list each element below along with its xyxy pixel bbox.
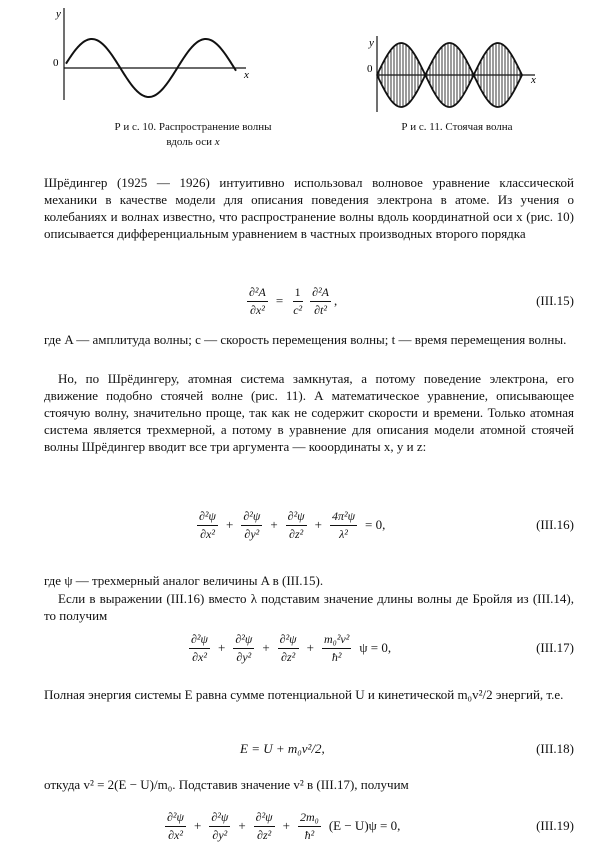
eq16-number: (III.16)	[536, 517, 574, 532]
paragraph-5	[44, 590, 574, 624]
eq17-term3-den: ∂z²	[281, 649, 296, 664]
eq19-term4-den: ħ²	[304, 827, 315, 842]
paragraph-4	[44, 572, 574, 589]
eq17-term1-den: ∂x²	[192, 649, 207, 664]
eq15-lhs-num: ∂²A	[247, 285, 268, 302]
eq15-tail: ,	[334, 293, 338, 308]
paragraph-4-text: где ψ — трехмерный аналог величины A в (III.15).	[44, 573, 324, 588]
eq17-plus-2: +	[262, 640, 270, 655]
eq15-rhs-num: ∂²A	[310, 285, 331, 302]
eq15-coef-den: c²	[293, 302, 303, 317]
eq15-equals: =	[275, 293, 284, 308]
paragraph-2-text: где A — амплитуда волны; c — скорость перемещения волны; t — время перемещения волны.	[44, 332, 567, 347]
eq16-tail: = 0,	[365, 517, 386, 532]
eq19-plus-2: +	[238, 818, 246, 833]
eq15-coef-num: 1	[293, 285, 303, 302]
figure-11	[367, 36, 536, 112]
eq16-term4-num: 4π²ψ	[330, 509, 357, 526]
figure-10	[53, 8, 249, 100]
eq15-rhs-den: ∂t²	[314, 302, 327, 317]
eq17-number: (III.17)	[536, 640, 574, 655]
equation-III-16	[44, 505, 574, 545]
eq17-term4-den: ħ²	[331, 649, 342, 664]
eq18-number: (III.18)	[536, 741, 574, 756]
eq19-term4-num: 2m₀	[298, 810, 321, 827]
fig11-envelope-bottom	[377, 75, 522, 107]
eq15-lhs-den: ∂x²	[250, 302, 265, 317]
eq16-term3-den: ∂z²	[289, 526, 304, 541]
equation-III-17	[44, 628, 574, 668]
eq17-plus-3: +	[306, 640, 314, 655]
eq16-term1-num: ∂²ψ	[197, 509, 218, 526]
fig10-y-label: y	[56, 8, 61, 20]
paragraph-6	[44, 686, 574, 703]
eq19-plus-1: +	[193, 818, 202, 833]
eq19-plus-3: +	[282, 818, 290, 833]
eq18-body: E = U + m₀v²/2,	[240, 741, 325, 756]
fig10-caption-var: x	[214, 136, 220, 148]
eq19-tail: (E − U)ψ = 0,	[328, 818, 401, 833]
paragraph-1-text: Шрёдингер (1925 — 1926) интуитивно использовал волновое уравнение классической механики в качестве модели для описания поведения электрона в атоме. Из учения о колебаниях и волнах известно, что распространение волны вдоль координатной оси x (рис. 10) описывается дифференциальным уравнением в частных производных второго порядка	[44, 175, 574, 241]
paragraph-5-text: Если в выражении (III.16) вместо λ подставим значение длины волны де Бройля из (III.14), то получим	[44, 591, 574, 623]
eq19-term1-num: ∂²ψ	[165, 810, 186, 827]
fig11-y-label: y	[369, 37, 374, 49]
eq17-plus-1: +	[217, 640, 226, 655]
eq19-term3-num: ∂²ψ	[254, 810, 275, 827]
eq16-term2-num: ∂²ψ	[241, 509, 262, 526]
paragraph-7-text: откуда v² = 2(E − U)/m₀. Подставив значение v² в (III.17), получим	[44, 777, 409, 792]
fig10-caption	[108, 120, 278, 150]
eq19-term1-den: ∂x²	[168, 827, 183, 842]
paragraph-7	[44, 776, 574, 793]
fig11-envelope-top	[377, 43, 522, 75]
eq17-term4-num: m₀²v²	[322, 632, 351, 649]
eq17-tail: ψ = 0,	[359, 640, 392, 655]
eq16-plus-3: +	[314, 517, 322, 532]
fig10-caption-line2: вдоль оси	[166, 136, 213, 148]
eq16-plus-1: +	[225, 517, 234, 532]
eq19-term2-den: ∂y²	[212, 827, 228, 842]
paragraph-3	[44, 370, 574, 455]
eq19-number: (III.19)	[536, 818, 574, 833]
paragraph-3-text: Но, по Шрёдингеру, атомная система замкнутая, а потому поведение электрона, его движение подобно стоячей волне (рис. 11). А математическое уравнение, описывающее стоячую волну, значительно проще, так как не содержит скорости и времени. Только атомная система является трехмерной, а потому в уравнение для описания модели атомной стоячей волны Шрёдингер вводит все три аргумента — кооординаты x, y и z:	[44, 371, 574, 454]
eq16-plus-2: +	[270, 517, 278, 532]
eq17-term2-num: ∂²ψ	[233, 632, 254, 649]
eq16-term3-num: ∂²ψ	[286, 509, 307, 526]
eq17-term2-den: ∂y²	[236, 649, 252, 664]
equation-III-19	[44, 806, 574, 846]
eq16-term2-den: ∂y²	[244, 526, 260, 541]
eq16-term4-den: λ²	[339, 526, 348, 541]
fig10-caption-line1: Р и с. 10. Распространение волны	[114, 121, 272, 133]
paragraph-6-text: Полная энергия системы E равна сумме потенциальной U и кинетической m₀v²/2 энергий, т.е.	[44, 687, 564, 702]
fig11-caption: Р и с. 11. Стоячая волна	[401, 121, 513, 133]
fig10-x-label: x	[244, 69, 249, 81]
eq15-number: (III.15)	[536, 293, 574, 308]
fig10-origin-label: 0	[53, 57, 59, 69]
eq16-term1-den: ∂x²	[200, 526, 215, 541]
fig11-x-label: x	[531, 74, 536, 86]
eq17-term1-num: ∂²ψ	[189, 632, 210, 649]
fig11-origin-label: 0	[367, 63, 373, 75]
eq19-term2-num: ∂²ψ	[209, 810, 230, 827]
equation-III-15	[44, 281, 574, 321]
paragraph-2	[44, 331, 574, 348]
eq17-term3-num: ∂²ψ	[278, 632, 299, 649]
equation-III-18	[44, 729, 574, 769]
paragraph-1	[44, 174, 574, 242]
eq19-term3-den: ∂z²	[257, 827, 272, 842]
